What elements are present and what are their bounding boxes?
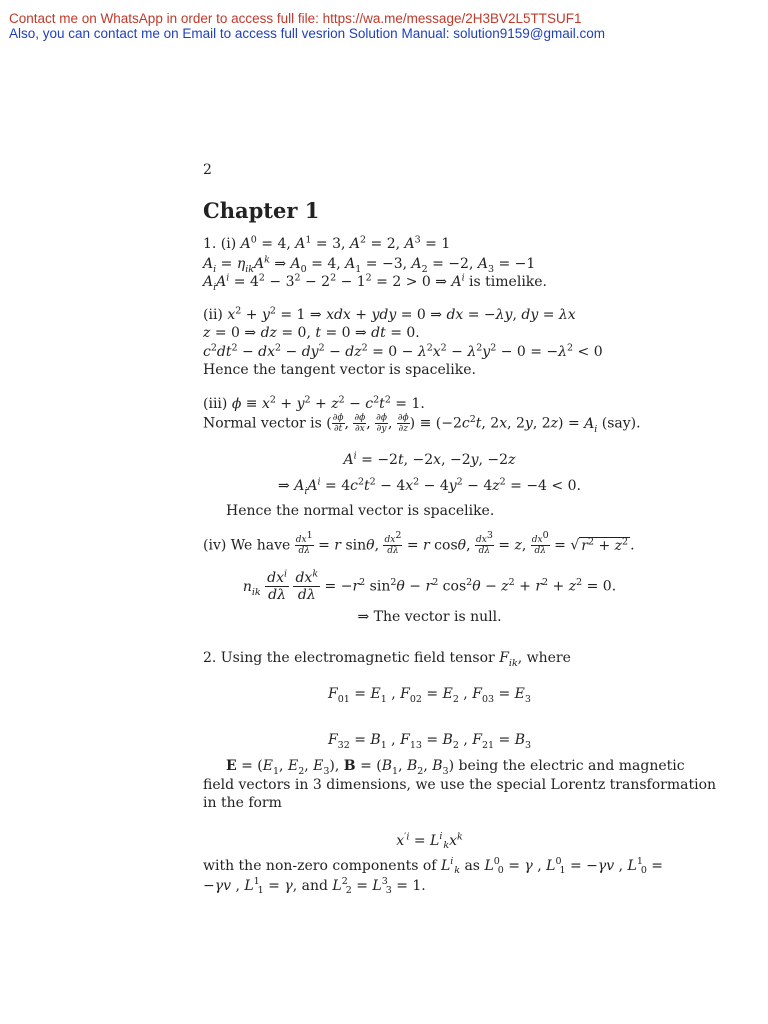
lorentz-components-line2: −γv , L 1 1 = γ, and L 2 2 = L 3 3 = 1. (203, 876, 426, 896)
say-text: (say). (601, 415, 641, 432)
null-conclusion: The vector is null. (373, 609, 502, 625)
eq-field-b: $F_{32} = B_1$ , $F_{13} = B_2$ , $F_{21} = B_3$ (327, 732, 532, 751)
with-text: with the non-zero components of (203, 858, 437, 874)
tangent-conclusion: Hence the tangent vector is spacelike. (203, 362, 476, 378)
problem-2-intro: 2. Using the electromagnetic field tensor $F_{ik}$, where (203, 650, 571, 669)
eq-1iii-line1: (iii) $\phi \equiv x^2 + y^2 + z^2 - c^2t^2 = 1$. (203, 394, 425, 412)
eq-lorentz: $x^{'i} = L$ i k $x^k$ (396, 831, 463, 851)
eq-1iv-line1: (iv) We have $\frac{dx^1}{d\lambda}$ = r sinθ, $\frac{dx^2}{d\lambda}$ = r cosθ, $\frac{dx^3}{d\lambda}$ = z, $\frac{dx^0}{d\lambda}$ = √ $r^2 + z^2$ . (203, 530, 635, 556)
vector-null-line: ⇒ The vector is null. (357, 609, 502, 625)
whatsapp-contact-banner[interactable]: Contact me on WhatsApp in order to access full file: https://wa.me/message/2H3BV2L5TTSUF1 (9, 11, 582, 26)
as-text: as (464, 858, 480, 874)
eq-1ii-line2: z = 0 ⇒ dz = 0, t = 0 ⇒ dt = 0. (203, 325, 420, 341)
label-1i: 1. (i) (203, 236, 237, 252)
eq-1iii-vector: $A^i = -2t$, −2x, −2y, −2z (343, 450, 516, 468)
eq-1i-line3: $A_iA^i = 4^2 - 3^2 - 2^2 - 1^2 = 2 > 0$ ⇒ $A^i$ is timelike. (203, 272, 548, 293)
normal-vector-label: Normal vector is (203, 415, 322, 432)
label-1iv: (iv) We have (203, 537, 291, 554)
eq-field-e: $F_{01} = E_1$ , $F_{02} = E_2$ , $F_{03} = E_3$ (328, 686, 531, 705)
field-vectors-line3: in the form (203, 795, 282, 811)
where-text: , where (517, 650, 571, 666)
being-text: being the electric and magnetic (454, 758, 685, 774)
field-vectors-line1: $E = (E_1$, $E_2$, $E_3$), $B = (B_1$, $B_2$, $B_3$) being the electric and magnetic (226, 758, 685, 777)
eq-1ii-line3: $c^2dt^2 - dx^2 - dy^2 - dz^2 = 0 - \lambda^2x^2 - \lambda^2y^2 - 0 = -\lambda^2 < 0$ (203, 342, 603, 360)
field-vectors-line2: field vectors in 3 dimensions, we use the special Lorentz transformation (203, 777, 717, 793)
eq-1i-line1: 1. (i) $A^0 = 4$, $A^1 = 3$, $A^2 = 2$, $A^3 = 1$ (203, 234, 451, 252)
lorentz-components-line1: with the non-zero components of L i k as L 0 0 = γ , L 0 1 = −γv , L 1 0 = (203, 856, 664, 876)
chapter-title: Chapter 1 (203, 198, 320, 223)
and-text: , and (292, 878, 328, 894)
eq-1i-line2: $A_i = \eta_{ik}A^k$ ⇒ $A_0 = 4$, $A_1 = -3$, $A_2 = -2$, $A_3 = -1$ (203, 254, 536, 275)
label-1iii: (iii) (203, 396, 228, 412)
problem-2-intro-text: 2. Using the electromagnetic field tensor (203, 650, 495, 666)
normal-conclusion: Hence the normal vector is spacelike. (226, 503, 495, 519)
eq-1iii-line2: Normal vector is ( $\frac{\partial\phi}{\partial t}$ , $\frac{\partial\phi}{\partial x}$ , $\frac{\partial\phi}{\partial y}$ , $\frac{\partial\phi}{\partial z}$ ) ≡ ($-2c^2t$, 2x, 2y, $2z) = A_i$ (say). (203, 413, 641, 435)
eq-1iv-null: $n_{ik}$ $dx^i$ dλ $dx^k$ dλ = $-r^2$ $\sin^2\theta - r^2$ $\cos^2\theta - z^2 + r^2 + z^2 = 0$. (242, 568, 617, 603)
page-number: 2 (203, 162, 212, 178)
eq-1ii-line1: (ii) $x^2 + y^2 = 1$ ⇒ xdx + ydy = 0 ⇒ dx = −λy, dy = λx (203, 305, 576, 323)
label-1ii: (ii) (203, 307, 223, 323)
note-timelike: is timelike. (464, 274, 548, 290)
email-contact-banner[interactable]: Also, you can contact me on Email to access full vesrion Solution Manual: solution9159@gmail.com (9, 26, 606, 41)
eq-1iii-product: ⇒ $A_iA^i = 4c^2t^2 - 4x^2 - 4y^2 - 4z^2 = -4 < 0$. (278, 476, 581, 497)
